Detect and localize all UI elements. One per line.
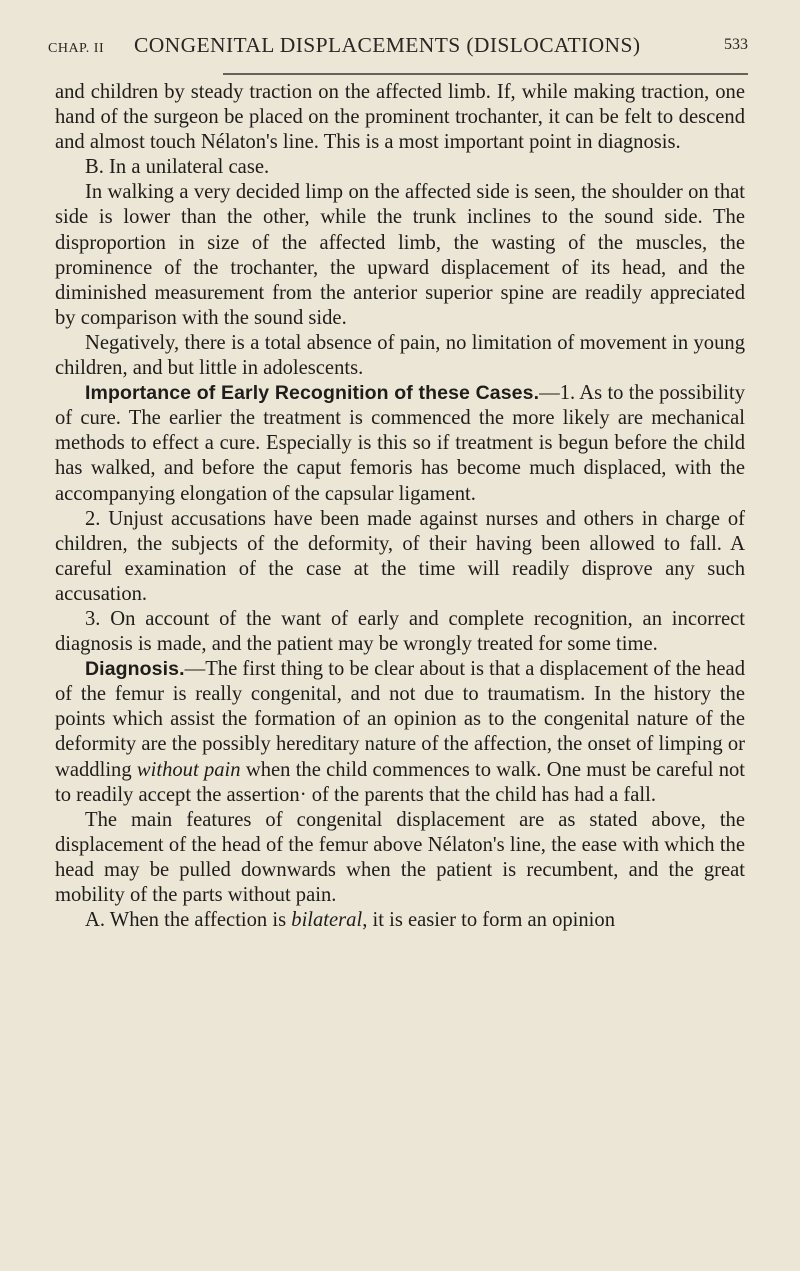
paragraph-walking-limp: In walking a very decided limp on the affected side is seen, the shoulder on that side is lower than the other, while the trunk inclines to the sound side. The disproportion in size of the affected limb, the wasting of the muscles, the prominence of the trochanter, the upward displacement of its head, and the diminished measurement from the anterior superior spine are readily appreciated by comparison with the sound side. (55, 181, 745, 329)
paragraph-diagnosis (55, 657, 745, 808)
chapter-label: CHAP. II (48, 41, 105, 56)
paragraph-bilateral (55, 908, 745, 933)
page-number: 533 (724, 36, 748, 53)
heading-importance: Importance of Early Recognition of these Cases. (85, 382, 540, 405)
heading-diagnosis: Diagnosis. (85, 658, 185, 681)
paragraph-negatively: Negatively, there is a total absence of pain, no limitation of movement in young children, and but little in adolescents. (55, 331, 745, 380)
page-body (55, 80, 745, 933)
running-header (48, 33, 748, 73)
paragraph-bilateral-text-a: A. When the affection is (85, 909, 292, 932)
paragraph-unilateral-label: B. In a unilateral case. (85, 156, 270, 179)
paragraph-unjust-accusations: 2. Unjust accusations have been made against nurses and others in charge of children, the subjects of the deformity, of their having been allowed to fall. A careful examination of the case at the time will readily disprove any such accusation. (55, 507, 745, 605)
paragraph-main-features: The main features of congenital displacement are as stated above, the displacement of the head of the femur above Nélaton's line, the ease with which the head may be pulled downwards when the patient is recumbent, and the great mobility of the parts without pain. (55, 808, 745, 906)
paragraph-importance (55, 381, 745, 506)
paragraph-bilateral-text-b: , it is easier to form an opinion (362, 909, 615, 932)
paragraph-incorrect-diagnosis: 3. On account of the want of early and complete recognition, an incorrect diagnosis is made, and the patient may be wrongly treated for some time. (55, 607, 745, 656)
paragraph-importance-text: —1. As to the possibility of cure. The earlier the treatment is commenced the more likely are mechanical methods to effect a cure. Especially is this so if treatment is begun before the child has walked, and before the caput femoris has become much displaced, with the accompanying elongation of the capsular ligament. (55, 382, 745, 505)
paragraph-diagnosis-text-b: when the child commences to walk. One must be careful not to readily accept the assertion· of the parents that the child has had a fall. (55, 758, 746, 806)
header-rule (223, 73, 748, 75)
running-title: CONGENITAL DISPLACEMENTS (DISLOCATIONS) (134, 33, 641, 57)
paragraph-bilateral-italic: bilateral (291, 909, 363, 932)
paragraph-traction: and children by steady traction on the affected limb. If, while making traction, one hand of the surgeon be placed on the prominent trochanter, it can be felt to descend and almost touch Nélaton's line. This is a most important point in diagnosis. (55, 81, 745, 154)
paragraph-diagnosis-text-a: —The first thing to be clear about is that a displacement of the head of the femur is really congenital, and not due to traumatism. In the history the points which assist the formation of an opinion as to the congenital nature of the deformity are the possibly hereditary nature of the affection, the onset of limping or waddling (55, 658, 745, 781)
paragraph-diagnosis-italic: without pain (136, 758, 241, 781)
